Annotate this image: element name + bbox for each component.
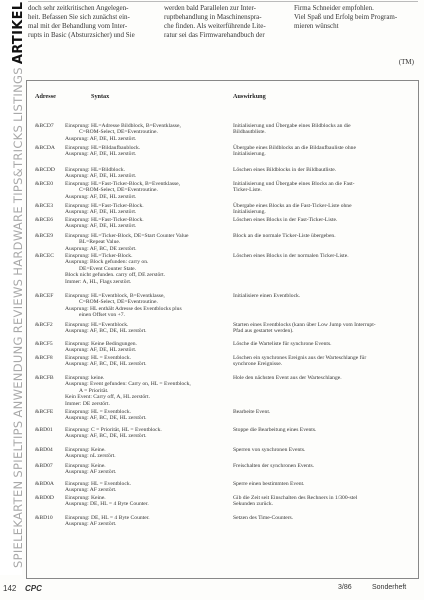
syntax-line: Einsprung: HL = Eventblock. [65,355,132,361]
syntax-line: Ausprung: AF, BC, DE, HL zerstört. [65,361,147,368]
routine-syntax [65,253,215,285]
effect-line: Setzen des Time-Counters. [233,515,294,521]
routine-address: &BCE3 [35,203,54,209]
intro-line: werden bald Parallelen zur Inter- [164,4,256,12]
page-number: 142 [3,584,17,593]
intro-column-1 [28,4,148,40]
routine-effect [233,233,411,239]
effect-line: Sperren von synchronen Events. [233,447,306,453]
syntax-line: Ausprung: AF, DE, HL zerstört. [65,135,137,142]
routine-syntax [65,145,215,158]
routine-syntax [65,233,215,252]
syntax-line: Ausprung: AF, DE, HL zerstört. [65,173,137,180]
section-sidebar [0,0,26,575]
effect-line: Sperre einen bestimmten Event. [233,481,305,487]
syntax-line: Einsprung: HL=Fast-Ticker-Block. [65,203,144,209]
routine-syntax [65,427,215,440]
syntax-line: Ausprung: HL enthält Adresse des Eventblocks plus [65,305,182,312]
syntax-line: Ausprung: AF, DE, HL zerstört. [65,223,137,230]
routine-effect [233,145,411,158]
syntax-line: Ausprung: AF, BC, DE zerstört. [65,245,137,252]
routine-address: &BD01 [35,427,53,433]
effect-line: Block an die normale Ticker-Liste übergeben. [233,233,336,239]
syntax-line: Einsprung: HL=Ticker-Block. [65,253,133,259]
syntax-line: Ausprung: AF, BC, DE, HL zerstört. [65,328,147,335]
event-routine-table [26,80,419,579]
effect-line: Stoppe die Bearbeitung eines Events. [233,427,317,433]
syntax-line: Ausprung: AF zerstört. [65,521,117,528]
routine-effect [233,447,411,453]
sidebar-section-5: TIPS&TRICKS [11,124,25,204]
effect-line: Hole den nächsten Event aus der Warteschlange. [233,375,342,381]
syntax-line: Einsprung: HL=Eventblock, B=Eventklasse, [65,293,165,299]
syntax-line: Ausprung: Event gefunden: Carry on, HL = Eventblock, [65,381,191,388]
syntax-line: Einsprung: HL=Bildblock. [65,167,126,173]
sidebar-section-3: REVIEWS [11,278,25,334]
syntax-line: Ausprung: AF, DE, HL zerstört. [65,193,137,200]
sidebar-section-2: ANWENDUNG [11,336,25,418]
routine-address: &BCF8 [35,355,53,361]
page-footer [0,580,424,600]
intro-line: heit. Befassen Sie sich zunächst ein- [28,13,130,22]
routine-address: &BCFE [35,409,54,415]
sidebar-section-1: SPIELTIPS [11,420,25,478]
section-tabs [11,0,26,568]
effect-line: Pfad aus gestartet werden). [233,328,294,335]
intro-line: Viel Spaß und Erfolg beim Program- [294,13,398,22]
routine-syntax [65,355,215,368]
syntax-line: Ausprung: AF, DE, HL zerstört. [65,151,137,158]
sidebar-section-0: SPIELEKARTEN [11,480,25,568]
syntax-line: Ausprung: AF, BC, DE, HL zerstört. [65,433,147,440]
syntax-line: Immer: DE zerstört. [65,400,110,407]
routine-syntax [65,341,215,354]
effect-line: Initialisierung. [233,209,266,216]
syntax-line: Einsprung: DE, HL = 4 Byte Counter. [65,515,150,521]
effect-line: synchrone Ereignisse. [233,361,283,368]
routine-syntax [65,447,215,460]
author-signature: (TM) [398,58,414,66]
routine-address: &BCDD [35,167,55,173]
routine-address: &BCE9 [35,233,54,239]
intro-text [28,4,418,72]
routine-effect [233,322,411,335]
routine-effect [233,123,411,136]
intro-line: mieren wünscht [294,22,339,31]
syntax-line: Ausprung: AF zerstört. [65,469,117,476]
routine-syntax [65,293,215,319]
effect-line: Freischalten der synchronen Events. [233,463,315,469]
routine-effect [233,495,411,508]
header-syntax: Syntax [91,93,110,100]
intro-column-3 [294,4,414,31]
syntax-line: C=ROM-Select, DE=Eventroutine. [79,299,158,306]
syntax-line: Ausprung: AF, DE, HL zerstört. [65,347,137,354]
routine-syntax [65,181,215,200]
routine-syntax [65,495,215,508]
routine-effect [233,515,411,521]
routine-address: &BCE6 [35,217,54,223]
syntax-line: C=ROM-Select, DE=Eventroutine. [79,129,158,136]
syntax-line: Ausprung: AF, DE, HL zerstört. [65,209,137,216]
syntax-line: Einsprung: Keine Bedingungen. [65,341,137,347]
syntax-line: Einsprung: HL=Fast-Ticker-Block, B=Eventklasse, [65,181,181,187]
intro-line: ratur sei das Firmwarehandbuch der [164,31,265,40]
syntax-line: Einsprung: C = Priorität, HL = Eventblock. [65,427,162,433]
routine-effect [233,409,411,415]
syntax-line: C=ROM-Select, DE=Eventroutine. [79,187,158,194]
effect-line: Bildbautbliste. [233,129,266,136]
syntax-line: Immer: A, HL, Flags zerstört. [65,278,132,285]
syntax-line: Einsprung: HL=Eventblock. [65,322,129,328]
syntax-line: Ausprung: nL zerstört. [65,453,116,460]
routine-syntax [65,167,215,180]
intro-column-2 [164,4,284,40]
effect-line: Initialisiere einen Eventblock. [233,293,301,299]
routine-address: &BCEC [35,253,54,259]
effect-line: Löschen eines Bildblocks in der Bildbautliste. [233,167,337,173]
routine-syntax [65,322,215,335]
routine-effect [233,203,411,216]
syntax-line: Kein Event: Carry off, A, HL zerstört. [65,394,150,401]
routine-syntax [65,463,215,476]
sidebar-section-6: LISTINGS [11,67,25,122]
syntax-line: DE=Event Counter State. [79,265,137,272]
syntax-line: Einsprung: HL = Eventblock. [65,409,132,415]
routine-effect [233,167,411,173]
routine-effect [233,217,411,223]
routine-address: &BD10 [35,515,53,521]
routine-address: &BD07 [35,463,53,469]
magazine-logo: CPC [25,584,42,593]
routine-address: &BD0D [35,495,54,501]
effect-line: Initialisierung. [233,151,266,158]
effect-line: Bearbeite Event. [233,409,271,415]
routine-effect [233,341,411,347]
syntax-line: Block nicht gefunden. carry off, DE zerstört. [65,272,166,279]
routine-address: &BD0A [35,481,54,487]
syntax-line: Einsprung: Keine. [65,495,106,501]
routine-syntax [65,481,215,494]
routine-syntax [65,515,215,528]
routine-effect [233,427,411,433]
effect-line: Löschen eines Blocks in der Fast-Ticker-Liste. [233,217,338,223]
sidebar-section-4: HARDWARE [11,206,25,276]
intro-line: Firma Schneider empfohlen. [294,4,374,12]
routine-effect [233,375,411,381]
syntax-line: BL=Repeat Value. [79,239,121,246]
routine-address: &BCDA [35,145,55,151]
intro-line: ruptbehandlung in Maschinenspra- [164,13,262,22]
effect-line: Löschen ein synchrones Ereignis aus der Warteschlange für [233,355,367,361]
issue-type: Sonderheft [372,584,407,591]
routine-address: &BCF2 [35,322,53,328]
effect-line: Löschen eines Blocks in der normalen Ticker-Liste. [233,253,349,259]
header-effect: Auswirkung [233,93,266,100]
syntax-line: Ausprung: AF, BC, DE, HL zerstört. [65,415,147,422]
routine-address: &BD04 [35,447,53,453]
syntax-line: A = Priorität. [79,387,109,394]
routine-address: &BCFB [35,375,54,381]
intro-line: mal mit der Behandlung vom Inter- [28,22,128,31]
effect-line: Lösche die Warteliste für synchrone Events. [233,341,332,347]
routine-address: &BCD7 [35,123,54,129]
intro-line: rupts in Basic (Absturzsicher) und Sie [28,31,135,40]
effect-line: Sekunden zurück. [233,501,274,508]
routine-syntax [65,203,215,216]
header-address: Adresse [35,93,56,100]
routine-address: &BCEF [35,293,54,299]
routine-address: &BCF5 [35,341,53,347]
syntax-line: Einsprung: Keine. [65,463,106,469]
syntax-line: Einsprung: Keine. [65,447,106,453]
sidebar-section-7: ARTIKEL [11,1,26,65]
syntax-line: Ausprung: DE, HL = 4 Byte Counter. [65,501,149,508]
routine-syntax [65,123,215,142]
routine-effect [233,253,411,259]
top-rule [28,1,418,2]
routine-syntax [65,217,215,230]
intro-line: che finden. Als weiterführende Lite- [164,22,266,31]
syntax-line: Einsprung: HL=Fast-Ticker-Block. [65,217,144,223]
routine-syntax [65,375,215,407]
effect-line: Übergabe eines Bildblocks an die Bildaufbauliste ohne [233,145,356,151]
routine-effect [233,181,411,194]
effect-line: Starten eines Eventblocks (kann über Low Jump vom Interrupt- [233,322,376,328]
syntax-line: einen Offset von +7. [79,312,125,319]
syntax-line: Einsprung: keine. [65,375,105,381]
routine-effect [233,463,411,469]
issue-number: 3/86 [338,584,352,591]
effect-line: Ticker-Liste. [233,187,262,194]
syntax-line: Einsprung: HL = Eventblock. [65,481,132,487]
syntax-line: Einsprung: HL=Ticker-Block, DE=Start Counter Value [65,233,189,239]
routine-effect [233,355,411,368]
syntax-line: Einsprung: HL=Bildaufbaublock. [65,145,141,151]
routine-syntax [65,409,215,422]
effect-line: Initialisierung und Übergabe eines Blocks an die Fast- [233,181,355,187]
routine-effect [233,481,411,487]
effect-line: Gib die Zeit seit Einschalten des Rechners in 1/300-stel [233,495,358,501]
syntax-line: Ausprung: AF zerstört. [65,487,117,494]
effect-line: Initialisierung und Übergabe eines Bildblocks an die [233,123,351,129]
intro-line: doch sehr zeitkritischen Angelegen- [28,4,129,12]
effect-line: Übergabe eines Blocks an die Fast-Ticker-Liste ohne [233,203,352,209]
syntax-line: Einsprung: HL=Adresse Bildblock, B=Eventklasse, [65,123,181,129]
syntax-line: Ausprung: Block gefunden: carry on. [65,259,149,266]
routine-address: &BCE0 [35,181,54,187]
routine-effect [233,293,411,299]
